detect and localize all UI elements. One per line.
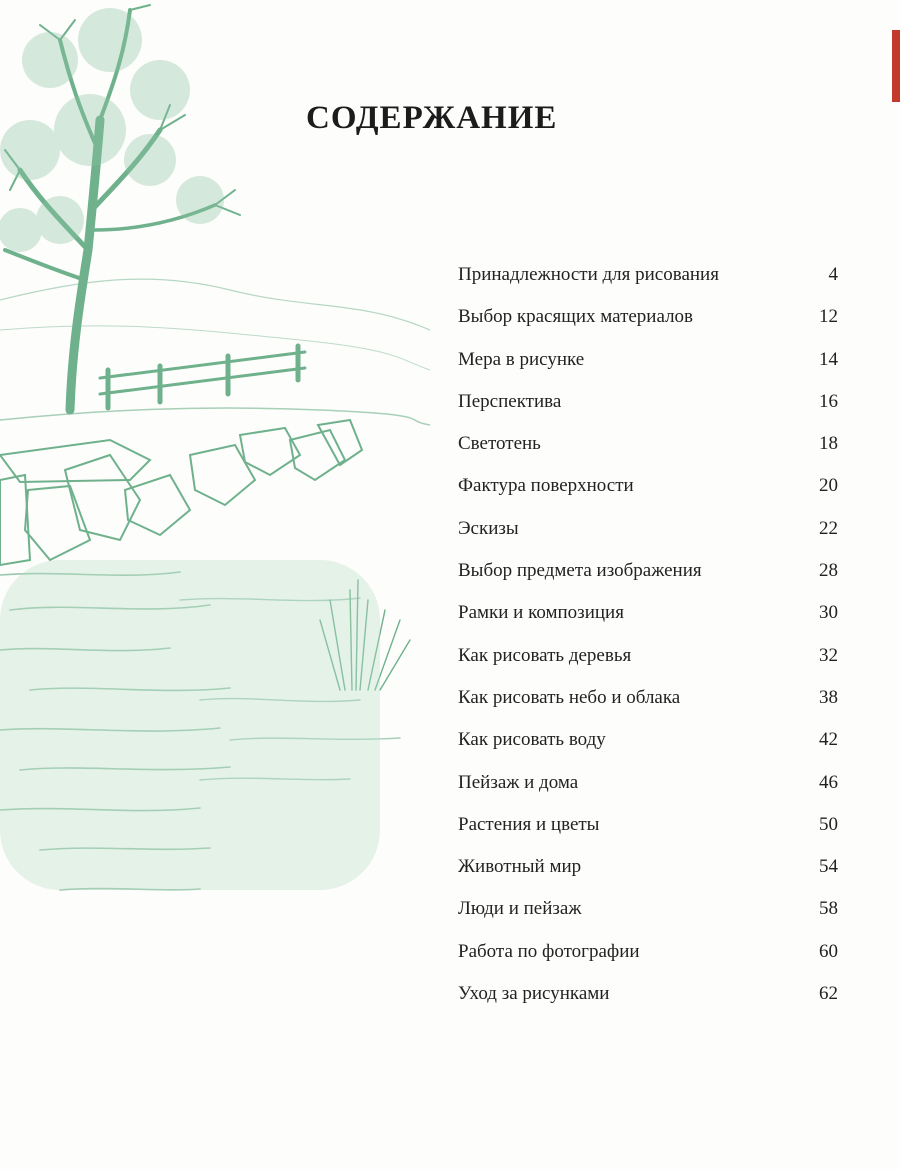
toc-entry-title: Пейзаж и дома <box>458 771 579 793</box>
toc-entry-title: Люди и пейзаж <box>458 898 582 920</box>
toc-entry[interactable] <box>458 264 838 306</box>
toc-entry-title: Мера в рисунке <box>458 348 585 370</box>
toc-entry[interactable] <box>458 602 838 644</box>
toc-entry[interactable] <box>458 433 838 475</box>
toc-entry-page: 28 <box>819 560 838 582</box>
toc-entry[interactable] <box>458 687 838 729</box>
toc-entry-title: Как рисовать небо и облака <box>458 686 681 708</box>
toc-entry-title: Работа по фотографии <box>458 940 640 962</box>
toc-entry-title: Рамки и композиция <box>458 602 624 624</box>
toc-entry-page: 16 <box>819 390 838 412</box>
toc-entry[interactable] <box>458 729 838 771</box>
toc-entry-page: 18 <box>819 433 838 455</box>
toc-entry-title: Светотень <box>458 433 541 455</box>
toc-entry-page: 32 <box>819 644 838 666</box>
toc-entry-page: 42 <box>819 729 838 751</box>
toc-entry[interactable] <box>458 306 838 348</box>
toc-entry[interactable] <box>458 391 838 433</box>
toc-entry[interactable] <box>458 814 838 856</box>
page-title: СОДЕРЖАНИЕ <box>306 100 558 136</box>
toc-entry-page: 14 <box>819 348 838 370</box>
toc-entry-page: 38 <box>819 686 838 708</box>
toc-entry[interactable] <box>458 856 838 898</box>
toc-entry-page: 50 <box>819 813 838 835</box>
toc-entry[interactable] <box>458 518 838 560</box>
toc-entry-title: Перспектива <box>458 390 562 412</box>
toc-entry-title: Растения и цветы <box>458 813 600 835</box>
toc-entry[interactable] <box>458 941 838 983</box>
toc-entry-title: Выбор предмета изображения <box>458 560 702 582</box>
toc-entry-title: Эскизы <box>458 517 519 539</box>
toc-entry-page: 58 <box>819 898 838 920</box>
toc-entry-page: 22 <box>819 517 838 539</box>
toc-entry-title: Фактура поверхности <box>458 475 634 497</box>
toc-entry-page: 12 <box>819 306 838 328</box>
toc-entry-title: Как рисовать воду <box>458 729 606 751</box>
page-edge-marker <box>892 30 900 102</box>
landscape-sketch-icon <box>0 0 430 920</box>
toc-entry-page: 54 <box>819 856 838 878</box>
toc-entry[interactable] <box>458 983 838 1025</box>
toc-entry-page: 4 <box>828 264 838 285</box>
table-of-contents <box>458 264 838 1025</box>
toc-entry[interactable] <box>458 475 838 517</box>
toc-entry-title: Принадлежности для рисования <box>458 264 719 285</box>
toc-entry-page: 62 <box>819 983 838 1005</box>
toc-entry-title: Как рисовать деревья <box>458 644 632 666</box>
toc-entry-title: Уход за рисунками <box>458 983 610 1005</box>
toc-entry[interactable] <box>458 645 838 687</box>
toc-entry-page: 60 <box>819 940 838 962</box>
toc-entry-title: Выбор красящих материалов <box>458 306 694 328</box>
toc-entry[interactable] <box>458 560 838 602</box>
toc-entry[interactable] <box>458 898 838 940</box>
toc-entry-page: 20 <box>819 475 838 497</box>
toc-entry-page: 30 <box>819 602 838 624</box>
toc-entry[interactable] <box>458 772 838 814</box>
toc-entry-page: 46 <box>819 771 838 793</box>
toc-entry[interactable] <box>458 349 838 391</box>
toc-entry-title: Животный мир <box>458 856 582 878</box>
